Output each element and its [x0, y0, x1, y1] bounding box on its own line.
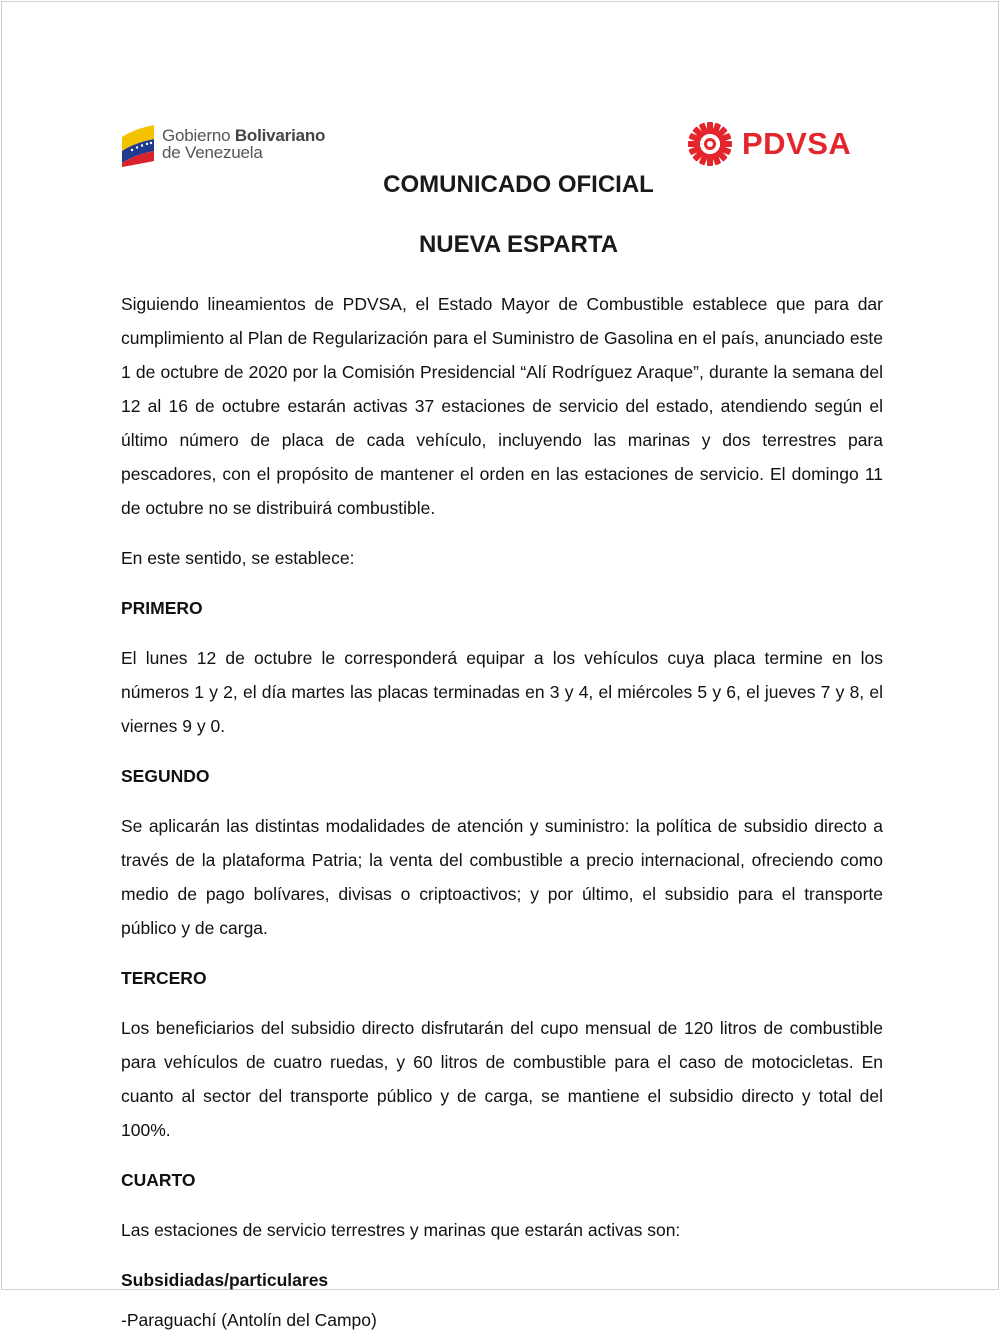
- bolivariano-word: Bolivariano: [234, 126, 326, 145]
- venezuela-flag-icon: [120, 121, 156, 167]
- section-text-segundo: Se aplicarán las distintas modalidades de atención y suministro: la política de subsidio directo a través de la plataforma Patria; la venta del combustible a precio internacional, ofreciendo como medio de pago bolívares, divisas o criptoactivos; y por último, el subsidio para el transporte público y de carga.: [121, 816, 883, 938]
- subsidiadas-heading: Subsidiadas/particulares: [121, 1270, 329, 1290]
- de-venezuela: de Venezuela: [162, 143, 263, 162]
- intro-paragraph: Siguiendo lineamientos de PDVSA, el Estado Mayor de Combustible establece que para dar cumplimiento al Plan de Regularización para el Suministro de Gasolina en el país, anunciado este 1 de octubre de 2020 por la Comisión Presidencial “Alí Rodríguez Araque”, durante la semana del 12 al 16 de octubre estarán activas 37 estaciones de servicio del estado, atendiendo según el último número de placa de cada vehículo, incluyendo las marinas y dos terrestres para pescadores, con el propósito de mantener el orden en las estaciones de servicio. El domingo 11 de octubre no se distribuirá combustible.: [121, 294, 883, 518]
- section-heading-segundo: SEGUNDO: [121, 766, 210, 786]
- list-item: -Paraguachí (Antolín del Campo): [121, 1310, 377, 1330]
- pdvsa-logo: [686, 120, 851, 168]
- section-heading-cuarto: CUARTO: [121, 1170, 196, 1190]
- document-title: COMUNICADO OFICIAL: [383, 171, 654, 198]
- section-heading-primero: PRIMERO: [121, 598, 203, 618]
- gobierno-bolivariano-logo: [120, 120, 325, 168]
- section-text-primero: El lunes 12 de octubre le corresponderá equipar a los vehículos cuya placa termine en los números 1 y 2, el día martes las placas terminadas en 3 y 4, el miércoles 5 y 6, el jueves 7 y 8, el viernes 9 y 0.: [121, 648, 883, 736]
- section-text-tercero: Los beneficiarios del subsidio directo disfrutarán del cupo mensual de 120 litros de combustible para vehículos de cuatro ruedas, y 60 litros de combustible para el caso de motocicletas. En cuanto al sector del transporte público y de carga, se mantiene el subsidio directo y total del 100%.: [121, 1018, 883, 1140]
- gobierno-text: [162, 127, 325, 161]
- section-heading-tercero: TERCERO: [121, 968, 207, 988]
- document-subtitle: NUEVA ESPARTA: [418, 231, 619, 258]
- document-body: [121, 287, 883, 1337]
- section-text-cuarto: Las estaciones de servicio terrestres y marinas que estarán activas son:: [121, 1220, 681, 1240]
- pdvsa-wordmark: PDVSA: [742, 126, 852, 161]
- pdvsa-sun-icon: [686, 120, 734, 168]
- gobierno-word: Gobierno: [162, 126, 235, 145]
- lead-paragraph: En este sentido, se establece:: [121, 548, 355, 568]
